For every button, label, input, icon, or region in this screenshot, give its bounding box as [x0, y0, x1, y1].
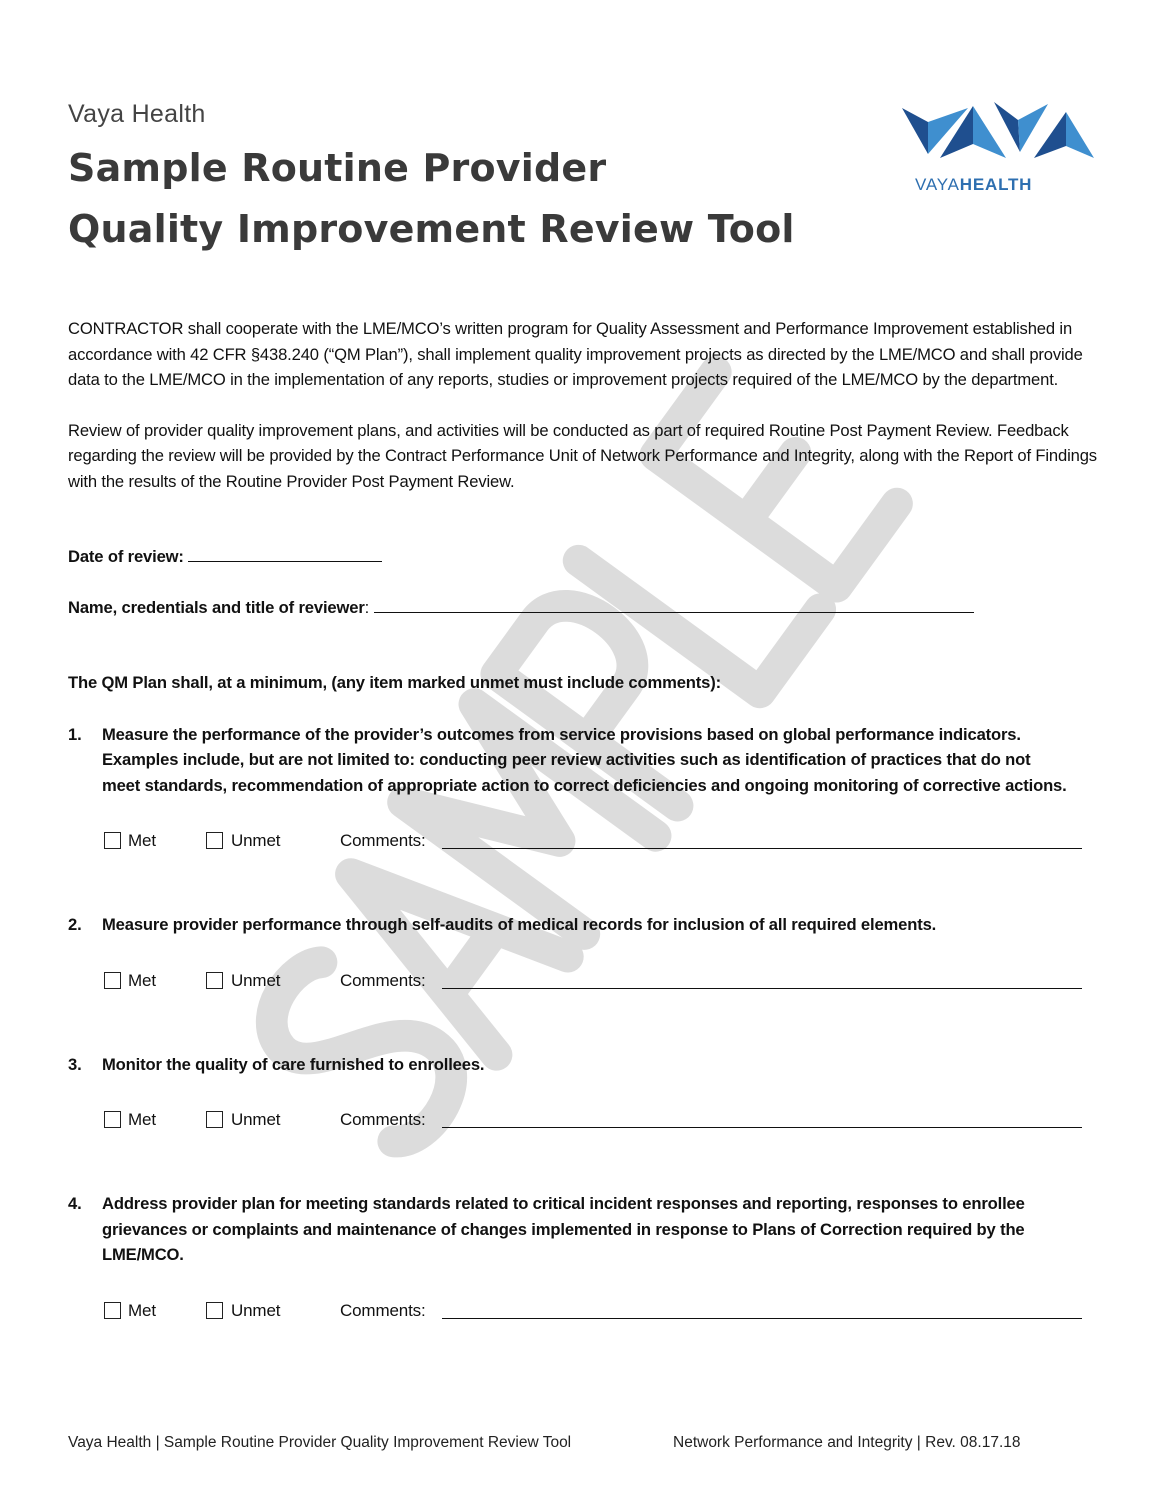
item-number: 2. — [68, 915, 82, 934]
comments-input[interactable] — [442, 988, 1082, 989]
item-number: 3. — [68, 1054, 82, 1074]
item-rating-row — [104, 830, 1098, 854]
criteria-item — [68, 1191, 1098, 1268]
unmet-label: Unmet — [231, 1300, 281, 1320]
footer-right: Network Performance and Integrity | Rev. 08.17.18 — [673, 1434, 1021, 1451]
met-checkbox[interactable] — [104, 832, 121, 849]
unmet-label: Unmet — [231, 970, 281, 990]
met-checkbox[interactable] — [104, 972, 121, 989]
comments-input[interactable] — [442, 1127, 1082, 1128]
criteria-item — [68, 1052, 1098, 1078]
criteria-intro: The QM Plan shall, at a minimum, (any item marked unmet must include comments): — [68, 673, 721, 692]
met-label: Met — [128, 1300, 156, 1320]
reviewer-field[interactable]: Name, credentials and title of reviewer: — [68, 595, 1098, 621]
unmet-checkbox[interactable] — [206, 972, 223, 989]
comments-label: Comments: — [340, 831, 426, 850]
unmet-checkbox[interactable] — [206, 832, 223, 849]
comments-label: Comments: — [340, 1300, 426, 1320]
met-label: Met — [128, 970, 156, 990]
form-body — [68, 316, 1098, 1324]
criteria-item — [68, 912, 1098, 938]
item-rating-row — [104, 1300, 1098, 1324]
unmet-checkbox[interactable] — [206, 1111, 223, 1128]
item-text: Measure the performance of the provider’s outcomes from service provisions based on global performance indicators. Examples include, but are not limited to: conducting peer review activities such as identification of practices that do not meet standards, recommendation of appropriate action to correct deficiencies and ongoing monitoring of corrective actions. — [102, 724, 1067, 795]
vaya-logo-icon — [898, 92, 1094, 167]
item-rating-row — [104, 1109, 1098, 1133]
date-of-review-field[interactable] — [68, 544, 1098, 570]
item-text: Measure provider performance through self-audits of medical records for inclusion of all required elements. — [102, 915, 937, 934]
item-text: Address provider plan for meeting standards related to critical incident responses and reporting, responses to enrollee grievances or complaints and maintenance of changes implemented in response to Plans of Correction required by the LME/MCO. — [102, 1194, 1025, 1264]
met-checkbox[interactable] — [104, 1302, 121, 1319]
page-title-line1: Sample Routine Provider — [68, 146, 607, 190]
intro-paragraph-2: Review of provider quality improvement plans, and activities will be conducted as part of required Routine Post Payment Review. Feedback regarding the review will be provided by the Contract Performance Unit of Network Performance and Integrity, along with the Report of Findings with the results of the Routine Provider Post Payment Review. — [68, 420, 1097, 491]
item-rating-row — [104, 970, 1098, 994]
criteria-list — [68, 722, 1098, 1324]
comments-label: Comments: — [340, 970, 426, 990]
unmet-checkbox[interactable] — [206, 1302, 223, 1319]
item-number: 1. — [68, 724, 82, 744]
date-input[interactable] — [188, 545, 382, 562]
intro-paragraph-1: CONTRACTOR shall cooperate with the LME/MCO’s written program for Quality Assessment and Performance Improvement established in accordance with 42 CFR §438.240 (“QM Plan”), shall implement quality improvement projects as directed by the LME/MCO and shall provide data to the LME/MCO in the implementation of any reports, studies or improvement projects required of the LME/MCO by the department. — [68, 319, 1083, 389]
logo-text: VAYAHEALTH — [915, 175, 1033, 194]
organization-name: Vaya Health — [68, 100, 206, 128]
met-checkbox[interactable] — [104, 1111, 121, 1128]
comments-label: Comments: — [340, 1110, 426, 1129]
item-text: Monitor the quality of care furnished to enrollees. — [102, 1054, 485, 1074]
comments-input[interactable] — [442, 848, 1082, 849]
reviewer-input[interactable] — [374, 596, 974, 613]
met-label: Met — [128, 831, 156, 850]
met-label: Met — [128, 1110, 156, 1129]
footer-left: Vaya Health | Sample Routine Provider Quality Improvement Review Tool — [68, 1434, 572, 1451]
criteria-item — [68, 722, 1098, 799]
item-number: 4. — [68, 1194, 82, 1213]
page-title-line2: Quality Improvement Review Tool — [68, 207, 795, 251]
unmet-label: Unmet — [231, 1110, 281, 1129]
reviewer-label: Name, credentials and title of reviewer — [68, 597, 365, 617]
unmet-label: Unmet — [231, 831, 281, 850]
comments-input[interactable] — [442, 1318, 1082, 1319]
date-label: Date of review: — [68, 547, 184, 566]
